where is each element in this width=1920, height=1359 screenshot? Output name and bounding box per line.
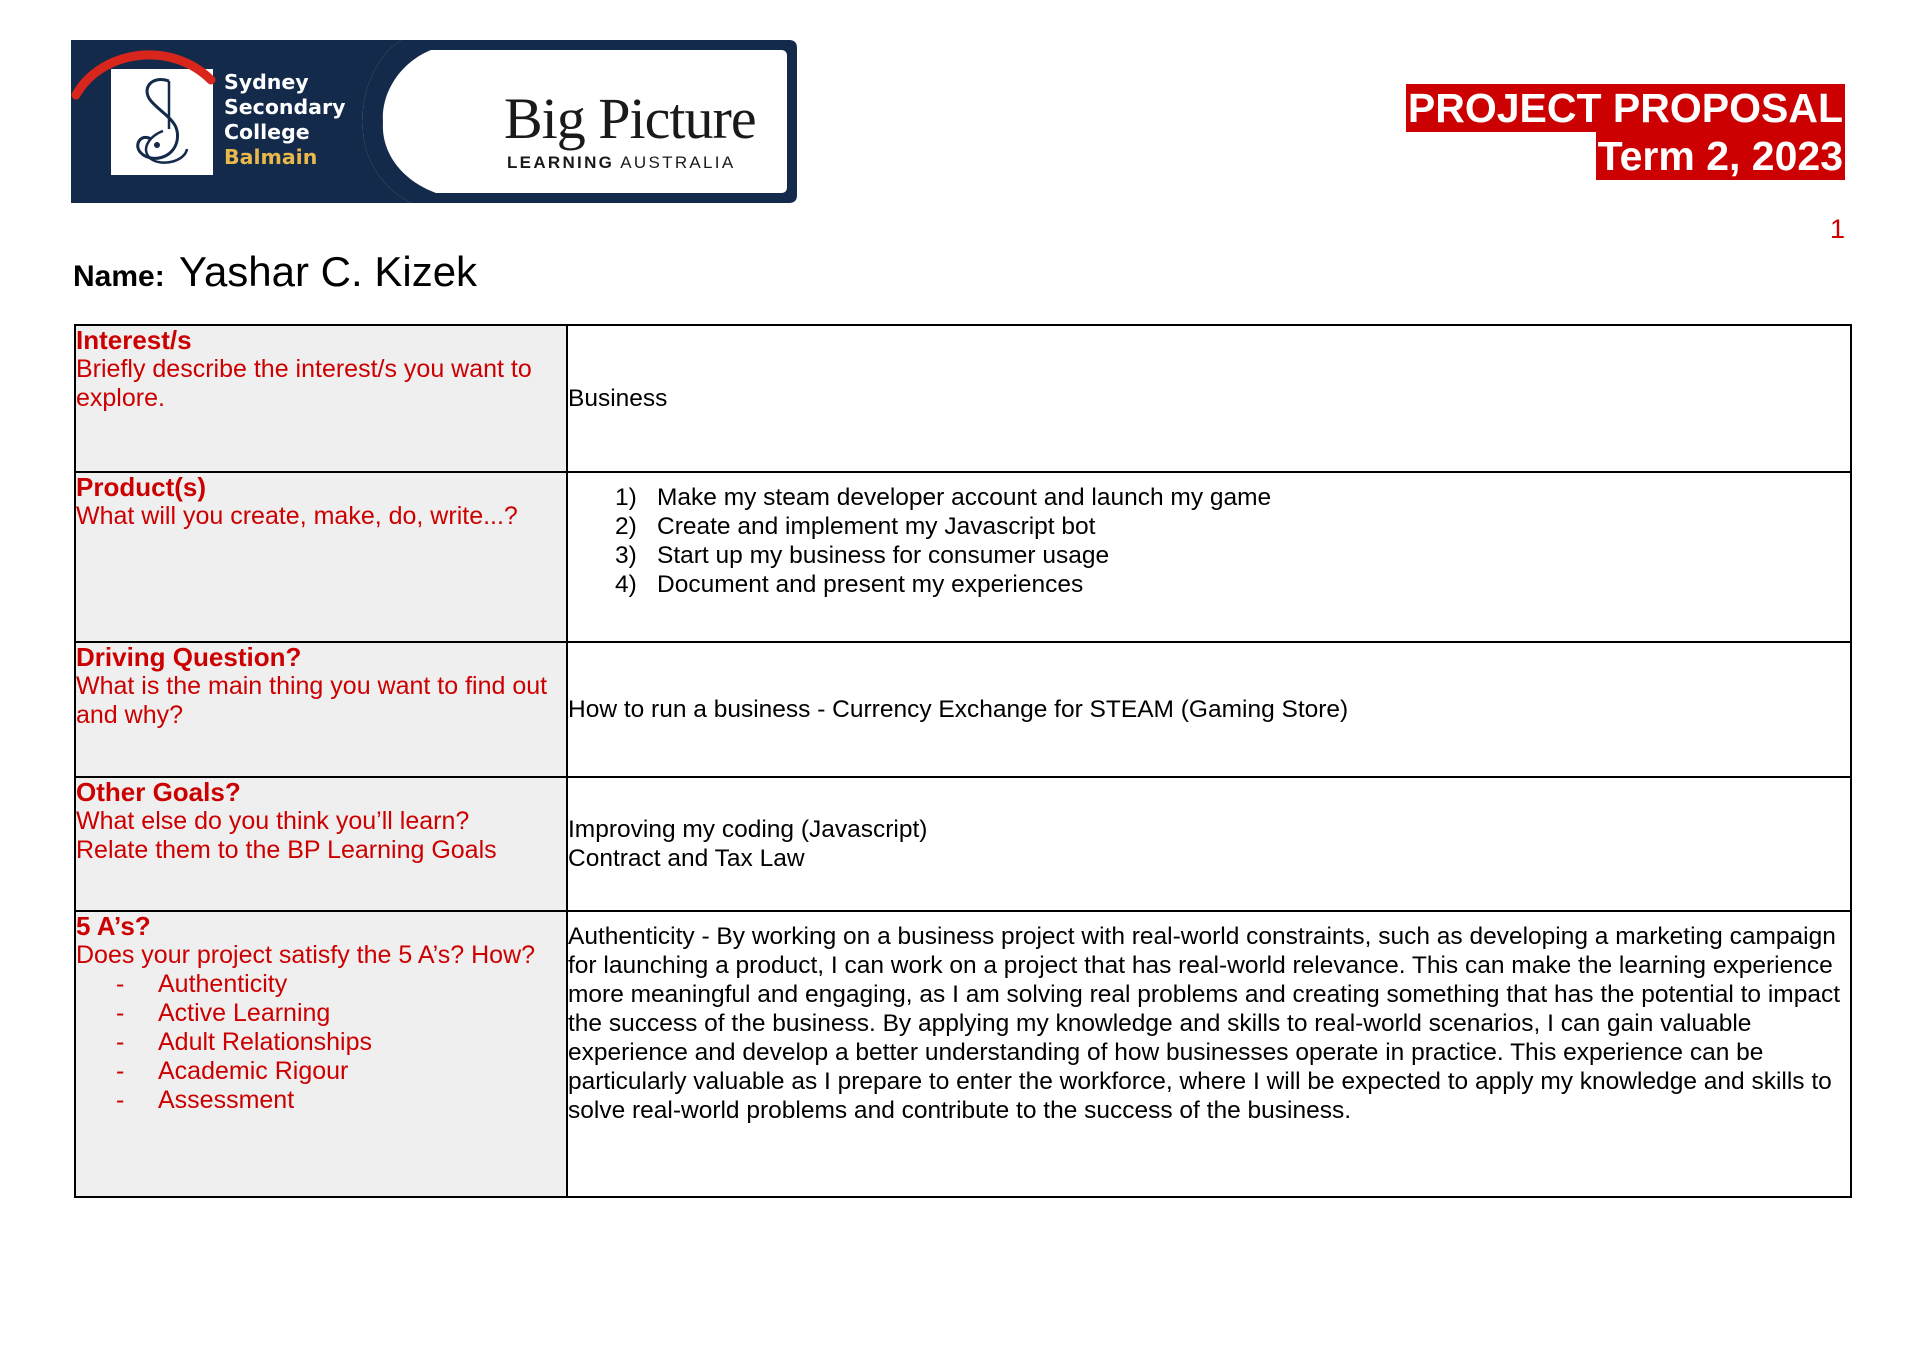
list-item <box>615 541 1850 570</box>
student-name-row <box>73 248 477 296</box>
question-cell <box>75 642 567 777</box>
list-number: 2) <box>615 513 637 540</box>
question-cell <box>75 777 567 911</box>
question-prompt: Does your project satisfy the 5 A’s? How? <box>76 941 536 969</box>
question-cell <box>75 911 567 1197</box>
question-prompt: Briefly describe the interest/s you want to explore. <box>76 355 532 412</box>
question-prompt: Relate them to the BP Learning Goals <box>76 836 497 864</box>
list-item: - Adult Relationships <box>116 1028 566 1057</box>
document-title <box>1406 84 1845 180</box>
title-line: PROJECT PROPOSAL <box>1407 85 1843 131</box>
list-number: 3) <box>615 542 637 569</box>
list-item <box>615 570 1850 599</box>
answer-cell <box>567 911 1851 1197</box>
partner-subtitle <box>507 153 735 173</box>
proposal-table <box>74 324 1852 1198</box>
question-heading: Product(s) <box>76 472 206 502</box>
answer-cell <box>567 325 1851 472</box>
school-partner-logo <box>71 40 797 203</box>
swoosh-icon <box>71 40 221 100</box>
school-name-line: Sydney <box>224 70 309 94</box>
school-campus: Balmain <box>224 145 318 169</box>
answer-cell <box>567 777 1851 911</box>
answer-paragraph: Authenticity - By working on a business project with real-world constraints, such as developing a marketing campaign for launching a product, I can work on a project that has real-world relevance. This can make the learning experience more meaningful and engaging, as I am solving real problems and creating something that has the potential to impact the success of the business. By applying my knowledge and skills to real-world scenarios, I can gain valuable experience and develop a better understanding of how businesses operate in practice. This experience can be particularly valuable as I prepare to enter the workforce, where I will be expected to apply my knowledge and skills to solve real-world problems and contribute to the success of the business. <box>568 923 1841 1124</box>
question-prompt: What is the main thing you want to find out and why? <box>76 672 548 729</box>
answer-cell <box>567 472 1851 642</box>
list-item <box>615 512 1850 541</box>
answer-text: Business <box>568 385 668 412</box>
answer-text: Contract and Tax Law <box>568 845 805 872</box>
list-item <box>615 483 1850 512</box>
title-term: Term 2, 2023 <box>1597 133 1843 179</box>
table-row <box>75 325 1851 472</box>
list-number: 1) <box>615 484 637 511</box>
question-heading: Driving Question? <box>76 642 302 672</box>
answer-text: Improving my coding (Javascript) <box>568 816 928 843</box>
school-name <box>224 70 345 170</box>
school-name-line: Secondary <box>224 95 346 119</box>
name-label: Name: <box>73 260 165 293</box>
five-as-list <box>76 970 566 1115</box>
list-item: - Assessment <box>116 1086 566 1115</box>
question-prompt: What else do you think you’ll learn? <box>76 807 470 835</box>
partner-wordmark: Big Picture <box>504 86 756 151</box>
product-list <box>568 483 1850 599</box>
list-text: Document and present my experiences <box>657 571 1084 598</box>
question-heading: Interest/s <box>76 325 192 355</box>
table-row <box>75 472 1851 642</box>
question-cell <box>75 472 567 642</box>
question-prompt: What will you create, make, do, write...? <box>76 502 518 530</box>
table-row <box>75 642 1851 777</box>
question-heading: 5 A’s? <box>76 911 151 941</box>
list-item: - Authenticity <box>116 970 566 999</box>
list-text: Create and implement my Javascript bot <box>657 513 1096 540</box>
table-row <box>75 777 1851 911</box>
name-value: Yashar C. Kizek <box>179 248 478 295</box>
answer-cell <box>567 642 1851 777</box>
list-item: - Academic Rigour <box>116 1057 566 1086</box>
partner-subtitle-bold: LEARNING <box>507 153 615 172</box>
question-cell <box>75 325 567 472</box>
list-text: Start up my business for consumer usage <box>657 542 1110 569</box>
page-number: 1 <box>1829 214 1845 244</box>
partner-subtitle-rest: AUSTRALIA <box>620 153 736 172</box>
school-name-line: College <box>224 120 310 144</box>
list-text: Make my steam developer account and launch my game <box>657 484 1272 511</box>
question-heading: Other Goals? <box>76 777 241 807</box>
answer-text: How to run a business - Currency Exchange for STEAM (Gaming Store) <box>568 696 1349 723</box>
table-row <box>75 911 1851 1197</box>
list-number: 4) <box>615 571 637 598</box>
list-item: - Active Learning <box>116 999 566 1028</box>
